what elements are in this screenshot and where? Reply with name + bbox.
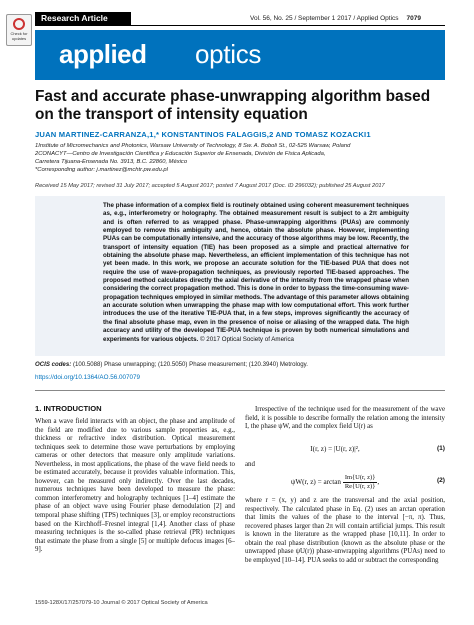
section-heading: 1. INTRODUCTION [35,404,102,413]
paper-title: Fast and accurate phase-unwrapping algorithm based on the transport of intensity equation [35,88,431,123]
equation-2-number: (2) [436,477,445,484]
ocis-values: (100.5088) Phase unwrapping; (120.5050) Phase measurement; (120.3940) Metrology. [72,361,308,368]
abstract-body: The phase information of a complex field is routinely obtained using coherent measurement techniques as, e.g., interferometry or holography. The obtained measurement result is subject to a 2π ambiguity and is often referred to as wrapped phase. Phase-unwrapping algorithms (PUAs) are commonly employed to remove this ambiguity and, hence, obtain the absolute phase. However, implementing PUAs can be computationally intensive, and the accuracy of those algorithms may be low. Recently, the transport of intensity equation (TIE) has been proposed as a simple and practical alternative for obtaining the absolute phase map. Nevertheless, an efficient implementation of this technique has not yet been made. In this work, we propose an accurate solution for the TIE-based PUA that does not require the use of wave-propagation techniques, as previously reported TIE-based approaches. The proposed method calculates directly the axial derivative of the intensity from the wrapped phase when considering the correct propagation method. This is done in order to bypass the time-consuming wave-propagation techniques employed in similar methods. The advantage of this parameter allows obtaining an accurate solution when unwrapping the phase map with low computational effort. This work further introduces the use of the iterative TIE-PUA that, in a few steps, improves significantly the accuracy of the final absolute phase map, even in the presence of noise or aliasing of the wrapped data. The high accuracy and utility of the developed TIE-PUA technique is proven by both numerical simulations and experiments for various objects. [103,202,409,343]
intro-left-column: When a wave field interacts with an object, the phase and amplitude of the field are modified due to various sample properties as, e.g., thickness or refractive index distribution. Optical measurement techniques seek to determine those wave perturbations by employing cameras or other detectors that measure only amplitude variations. Nevertheless, in most applications, the phase of the wave field needs to be estimated accurately, because it provides valuable information. This, however, can be measured only indirectly. Over the last decades, numerous techniques have been developed to measure the phase: common interferometry and holography techniques [1–4] estimate the phase of an object wave using Fourier phase demodulation [2] and temporal phase shifting (TPS) techniques [3], or employ reconstructions based on the Kirchhoff–Fresnel integral [1,4]. Another class of phase measuring techniques is the so-called phase retrieval (PR) techniques that estimate the phase from a single [5] or multiple defocus images [6–9]. [35,418,235,554]
equation-2-numerator: Im{U(r, z)} [344,474,376,481]
section-divider [35,390,445,391]
ocis-label: OCIS codes: [35,361,72,368]
equation-2 [245,473,445,493]
abstract-text [35,196,445,344]
equation-1-math: I(r, z) = |U(r, z)|², [310,445,360,453]
volume-text: Vol. 56, No. 25 / September 1 2017 / Applied Optics [250,15,399,22]
doi-link[interactable]: https://doi.org/10.1364/AO.56.007079 [35,374,141,381]
equation-1 [245,445,445,455]
equation-2-lhs: ψW(r, z) = arctan [290,478,342,487]
affiliation-1: 1Institute of Micromechanics and Photonics, Warsaw University of Technology, 8 Sw. A. Boboli St., 02-525 Warsaw, Poland [35,143,351,149]
ocis-codes [35,361,308,368]
refresh-icon [13,18,25,30]
publication-dates: Received 15 May 2017; revised 31 July 2017; accepted 5 August 2017; posted 7 August 2017 (Doc. ID 296032); published 25 August 2017 [35,183,385,189]
check-for-updates-badge[interactable] [6,14,32,46]
equation-2-math: ψW(r, z) = arctan $\frac{Im\{U(r, z)\}}{Re\{U(r, z)\}}$ , [290,474,380,490]
abstract-box [35,196,445,356]
affiliation-2: 2CONACYT—Centro de Investigación Científica y Educación Superior de Ensenada, División de Física Aplicada, [35,151,326,157]
intro-right-column-top: Irrespective of the technique used for the measurement of the wave field, it is possible to describe formally the relation among the intensity I, the phase ψW, and the complex field U(r) as [245,406,445,431]
footer-issn: 1559-128X/17/257079-10 Journal © 2017 Optical Society of America [35,600,208,606]
page-number: 7079 [406,15,421,22]
volume-line [250,12,421,25]
badge-label: Check for updates [10,31,28,41]
author-list: JUAN MARTINEZ-CARRANZA,1,* KONSTANTINOS FALAGGIS,2 AND TOMASZ KOZACKI1 [35,130,371,139]
equation-1-number: (1) [436,445,445,452]
journal-banner [35,30,445,80]
journal-name-part1: applied [59,39,147,69]
equation-2-fraction [343,474,378,491]
journal-name-part2: optics [195,39,262,69]
header-rule [35,25,445,26]
article-type-label: Research Article [35,12,131,25]
affiliation-2-address: Carretera Tijuana-Ensenada No. 3913, B.C. 22860, México [35,159,188,165]
and-word: and [245,461,255,468]
intro-right-column-bottom: where r = (x, y) and z are the transversal and the axial position, respectively. The calculated phase in Eq. (2) uses an arctan operation that limits the values of the phase to the interval [−π, π). Thus, recovered phases larger than 2π will contain artificial jumps. This result is known in the literature as the wrapped phase [10,11]. In order to obtain the real phase distribution (known as the absolute phase or the unwrapped phase ψU(r)) phase-unwrapping algorithms (PUAs) need to be employed [10–14]. PUA seeks to add or subtract the corresponding [245,497,445,564]
equation-2-denominator: Re{U(r, z)} [344,483,376,490]
copyright-notice: © 2017 Optical Society of America [200,335,294,343]
corresponding-author: *Corresponding author: j.martinez@mchtr.pw.edu.pl [35,167,168,173]
